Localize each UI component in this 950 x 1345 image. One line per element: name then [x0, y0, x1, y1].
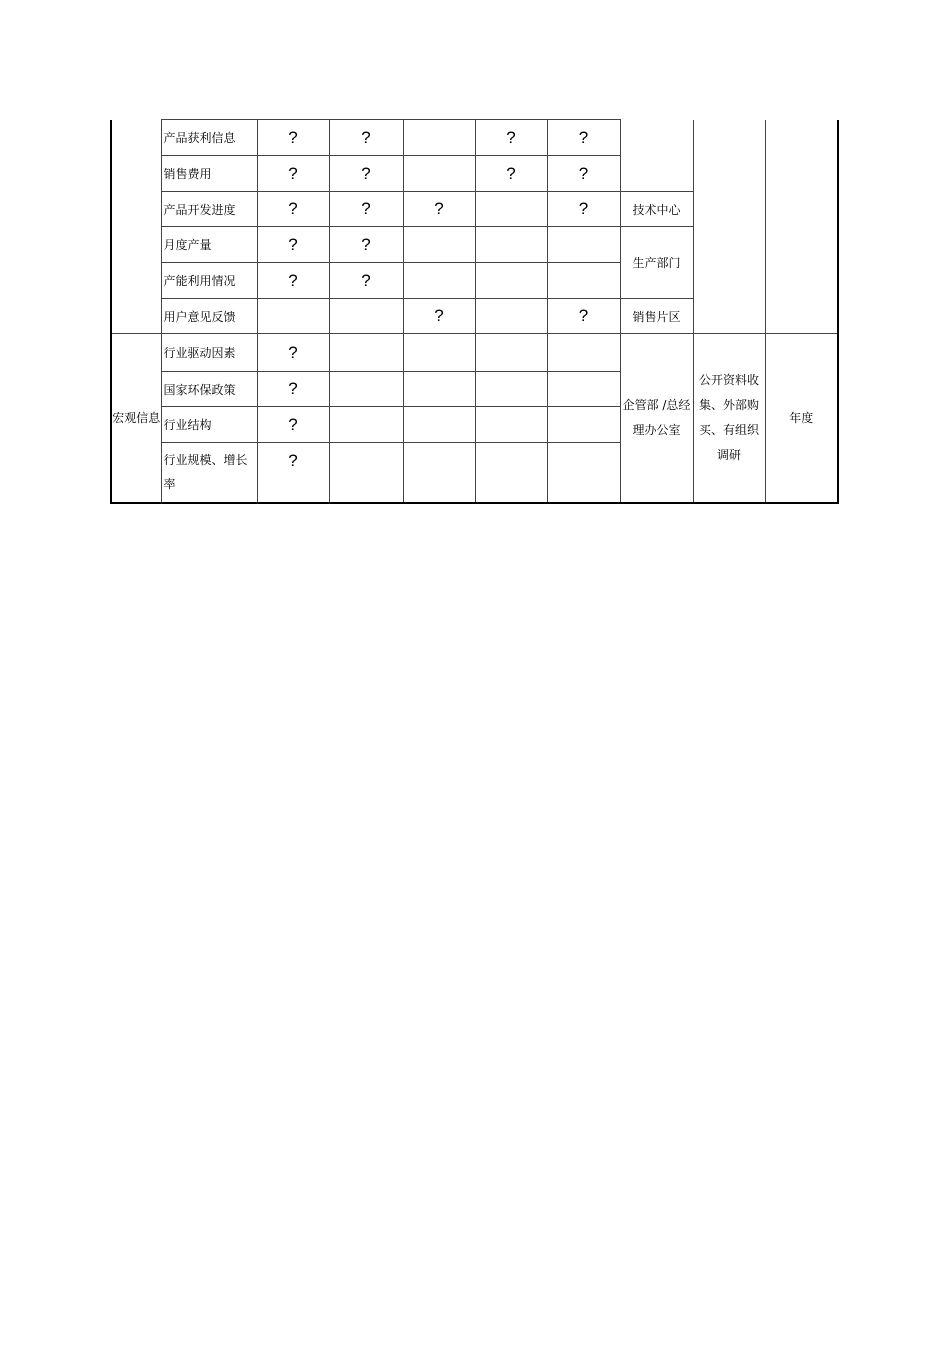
dept-cell: 技术中心	[620, 192, 693, 227]
method-cell: 公开资料收集、外部购买、有组织调研	[693, 334, 765, 503]
item-cell: 月度产量	[161, 227, 257, 263]
mark-cell	[475, 407, 547, 443]
mark-cell	[329, 443, 403, 503]
mark-cell: ?	[329, 192, 403, 227]
mark-cell	[329, 334, 403, 372]
mark-cell: ?	[547, 120, 620, 156]
mark-cell	[475, 227, 547, 263]
mark-cell	[403, 334, 475, 372]
item-cell: 行业结构	[161, 407, 257, 443]
method-cell-empty	[693, 120, 765, 334]
item-cell: 用户意见反馈	[161, 299, 257, 334]
mark-cell: ?	[257, 156, 329, 192]
mark-cell	[403, 407, 475, 443]
dept-cell: 生产部门	[620, 227, 693, 299]
info-table	[110, 119, 839, 504]
mark-cell: ?	[403, 299, 475, 334]
mark-cell: ?	[257, 227, 329, 263]
dept-cell-empty	[620, 120, 693, 192]
mark-cell: ?	[257, 263, 329, 299]
mark-cell	[547, 263, 620, 299]
mark-cell	[547, 443, 620, 503]
item-cell: 行业驱动因素	[161, 334, 257, 372]
mark-cell: ?	[329, 120, 403, 156]
item-cell: 产能利用情况	[161, 263, 257, 299]
mark-cell	[547, 407, 620, 443]
mark-cell	[475, 299, 547, 334]
item-cell: 产品开发进度	[161, 192, 257, 227]
mark-cell	[475, 372, 547, 407]
item-cell: 产品获利信息	[161, 120, 257, 156]
mark-cell: ?	[403, 192, 475, 227]
item-cell: 销售费用	[161, 156, 257, 192]
mark-cell	[475, 443, 547, 503]
category-cell-empty	[111, 120, 161, 334]
mark-cell	[403, 156, 475, 192]
mark-cell	[257, 299, 329, 334]
mark-cell: ?	[547, 156, 620, 192]
mark-cell	[547, 227, 620, 263]
mark-cell: ?	[475, 156, 547, 192]
dept-cell: 企管部 /总经理办公室	[620, 334, 693, 503]
item-cell: 国家环保政策	[161, 372, 257, 407]
mark-cell	[403, 443, 475, 503]
mark-cell: ?	[329, 263, 403, 299]
mark-cell: ?	[547, 299, 620, 334]
mark-cell: ?	[257, 407, 329, 443]
frequency-cell-empty	[765, 120, 838, 334]
mark-cell	[403, 120, 475, 156]
table-row	[111, 120, 838, 156]
dept-cell: 销售片区	[620, 299, 693, 334]
item-cell: 行业规模、增长率	[161, 443, 257, 503]
mark-cell: ?	[329, 156, 403, 192]
mark-cell: ?	[257, 334, 329, 372]
mark-cell: ?	[547, 192, 620, 227]
mark-cell	[403, 263, 475, 299]
mark-cell: ?	[257, 192, 329, 227]
mark-cell	[329, 372, 403, 407]
mark-cell: ?	[257, 443, 329, 503]
frequency-cell: 年度	[765, 334, 838, 503]
mark-cell: ?	[329, 227, 403, 263]
mark-cell	[475, 192, 547, 227]
mark-cell	[329, 407, 403, 443]
mark-cell	[475, 334, 547, 372]
mark-cell	[329, 299, 403, 334]
mark-cell	[403, 227, 475, 263]
mark-cell	[547, 334, 620, 372]
category-cell: 宏观信息	[111, 334, 161, 503]
mark-cell: ?	[257, 120, 329, 156]
mark-cell	[403, 372, 475, 407]
mark-cell: ?	[257, 372, 329, 407]
mark-cell	[475, 263, 547, 299]
mark-cell: ?	[475, 120, 547, 156]
table-row	[111, 334, 838, 372]
mark-cell	[547, 372, 620, 407]
